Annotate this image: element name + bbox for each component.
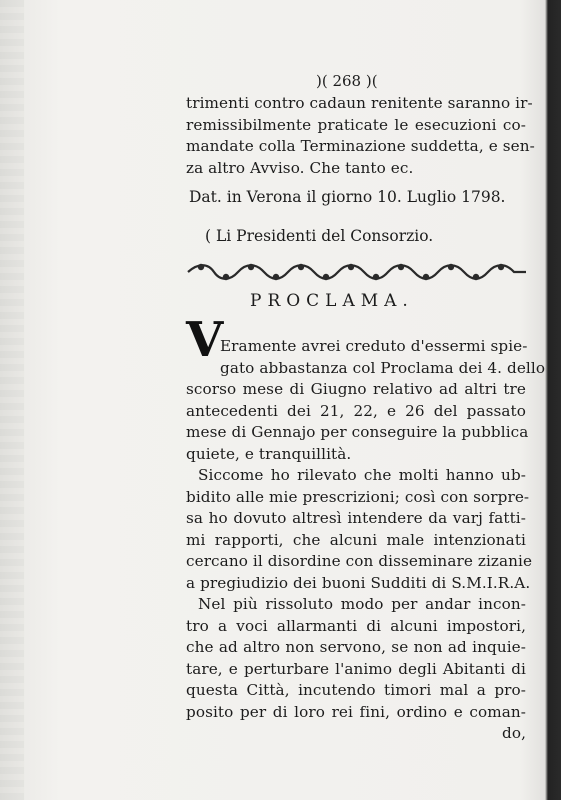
proclamation-heading: PROCLAMA. — [250, 291, 414, 311]
text-line: scorso mese di Giugno relativo ad altri tre — [186, 380, 526, 398]
text-line: Eramente avrei creduto d'essermi spie- — [220, 337, 528, 355]
text-line: sa ho dovuto altresì intendere da varj fatti- — [186, 509, 526, 527]
text-line: trimenti contro cadaun renitente saranno ir- — [186, 94, 533, 112]
text-line: quiete, e tranquillità. — [186, 444, 352, 463]
drop-cap: V — [186, 312, 224, 368]
text-line: tro a voci allarmanti di alcuni impostori, — [186, 616, 526, 635]
proclamation-body — [186, 336, 546, 745]
page-spine-shadow — [0, 0, 24, 800]
text-line: do, — [502, 724, 526, 742]
text-line: questa Città, incutendo timori mal a pro- — [186, 681, 526, 699]
page-number: )( 268 )( — [316, 72, 378, 90]
text-line: mese di Gennajo per conseguire la pubblica — [186, 423, 529, 441]
text-line: mi rapporti, che alcuni male intenzionati — [186, 530, 526, 549]
text-line: a pregiudizio dei buoni Sudditi di S.M.I.R.A. — [186, 573, 531, 592]
text-line: tare, e perturbare l'animo degli Abitanti di — [186, 659, 526, 678]
ornamental-divider — [186, 261, 528, 283]
text-line: mandate colla Terminazione suddetta, e sen- — [186, 137, 535, 155]
text-line: cercano il disordine con disseminare zizanie — [186, 552, 533, 570]
text-line: remissibilmente praticate le esecuzioni co- — [186, 115, 526, 134]
opening-paragraph — [186, 93, 535, 179]
text-line: posito per di loro rei fini, ordino e coman- — [186, 702, 526, 721]
text-line: antecedenti dei 21, 22, e 26 del passato — [186, 401, 526, 420]
text-line: gato abbastanza col Proclama dei 4. dello — [220, 358, 546, 377]
signature: ( Li Presidenti del Consorzio. — [205, 227, 434, 245]
dateline: Dat. in Verona il giorno 10. Luglio 1798. — [189, 188, 506, 206]
text-line: za altro Avviso. Che tanto ec. — [186, 158, 414, 177]
text-line: Nel più rissoluto modo per andar incon- — [198, 595, 526, 613]
text-line: Siccome ho rilevato che molti hanno ub- — [198, 466, 526, 484]
text-line: bidito alle mie prescrizioni; così con sorpre- — [186, 487, 530, 506]
text-line: che ad altro non servono, se non ad inquie- — [186, 638, 526, 656]
